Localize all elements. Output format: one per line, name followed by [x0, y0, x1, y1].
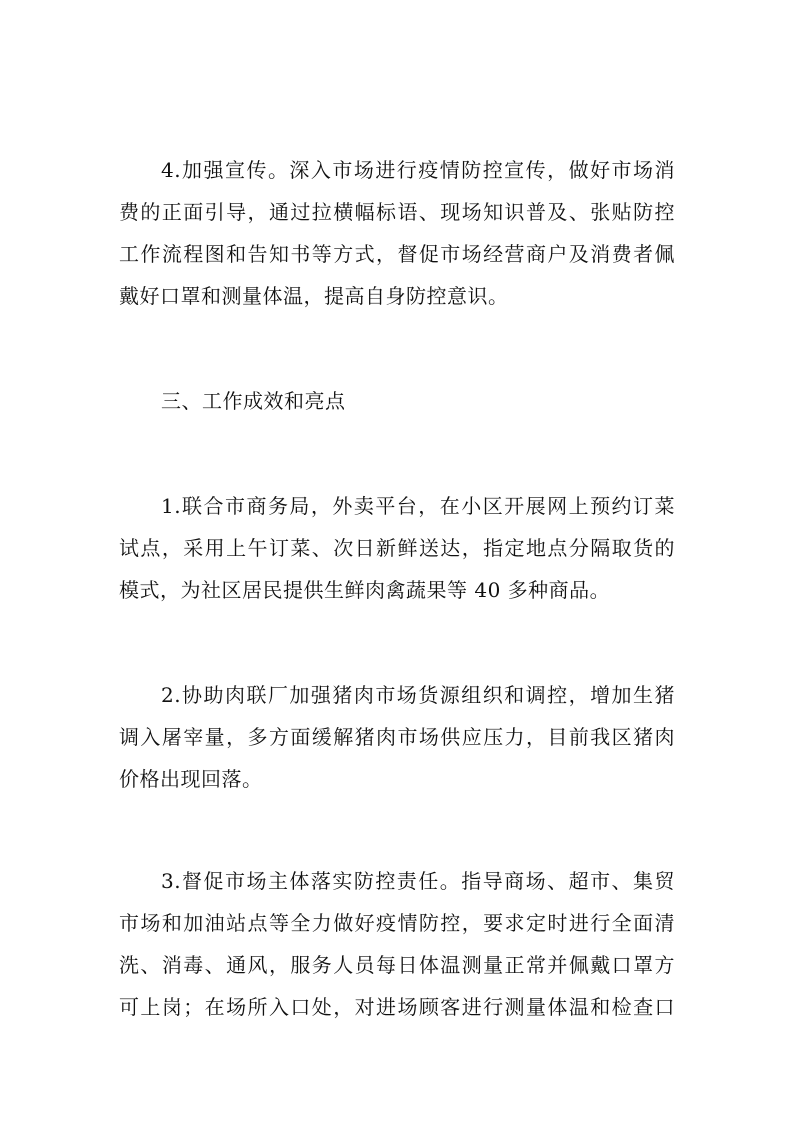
paragraph-item-1: [119, 485, 675, 611]
paragraph-line: 洗、消毒、通风，服务人员每日体温测量正常并佩戴口罩方: [119, 953, 675, 977]
paragraph-line: 市场和加油站点等全力做好疫情防控，要求定时进行全面清: [119, 911, 675, 935]
paragraph-line: 价格出现回落。: [119, 767, 263, 791]
paragraph-line: 费的正面引导，通过拉横幅标语、现场知识普及、张贴防控: [119, 200, 675, 224]
paragraph-line: 试点，采用上午订菜、次日新鲜送达，指定地点分隔取货的: [119, 536, 675, 560]
paragraph-line: 4.加强宣传。深入市场进行疫情防控宣传，做好市场消: [161, 158, 675, 182]
paragraph-line: 3.督促市场主体落实防控责任。指导商场、超市、集贸: [161, 869, 675, 893]
section-heading-achievements: [119, 380, 675, 422]
paragraph-item-3: [119, 860, 675, 1028]
paragraph-line: 工作流程图和告知书等方式，督促市场经营商户及消费者佩: [119, 242, 675, 266]
paragraph-line: 可上岗；在场所入口处，对进场顾客进行测量体温和检查口: [119, 995, 675, 1019]
paragraph-publicity: [119, 149, 675, 317]
paragraph-line: 1.联合市商务局，外卖平台，在小区开展网上预约订菜: [161, 494, 675, 518]
paragraph-line: 模式，为社区居民提供生鲜肉禽蔬果等 40 多种商品。: [119, 578, 611, 602]
paragraph-line: 戴好口罩和测量体温，提高自身防控意识。: [119, 284, 509, 308]
section-heading: 三、工作成效和亮点: [161, 389, 346, 413]
paragraph-line: 调入屠宰量，多方面缓解猪肉市场供应压力，目前我区猪肉: [119, 725, 675, 749]
paragraph-item-2: [119, 674, 675, 800]
paragraph-line: 2.协助肉联厂加强猪肉市场货源组织和调控，增加生猪: [161, 683, 675, 707]
